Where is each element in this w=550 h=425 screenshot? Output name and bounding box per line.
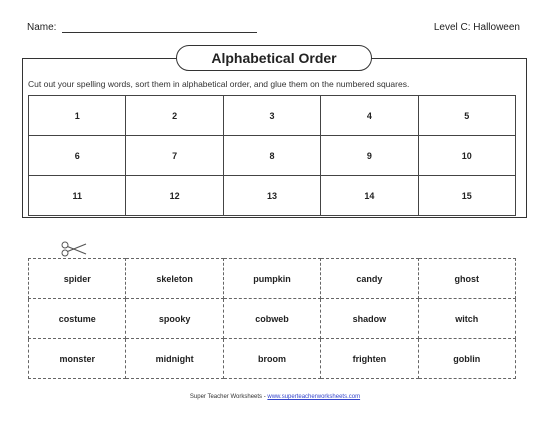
number-square: 12 (126, 176, 223, 216)
table-row (29, 96, 516, 136)
scissors-icon (61, 241, 87, 257)
footer-link[interactable]: www.superteacherworksheets.com (267, 394, 361, 400)
word-card[interactable]: pumpkin (223, 259, 320, 299)
name-label: Name: (27, 22, 57, 33)
word-card[interactable]: candy (321, 259, 418, 299)
number-square: 11 (29, 176, 126, 216)
word-card[interactable]: costume (29, 299, 126, 339)
number-square: 9 (321, 136, 418, 176)
page-title: Alphabetical Order (176, 45, 372, 71)
number-square: 2 (126, 96, 223, 136)
number-square: 1 (29, 96, 126, 136)
word-card[interactable]: frighten (321, 339, 418, 379)
table-row (29, 136, 516, 176)
number-square: 13 (223, 176, 320, 216)
word-card[interactable]: ghost (418, 259, 515, 299)
word-card[interactable]: midnight (126, 339, 223, 379)
number-square: 15 (418, 176, 515, 216)
number-square: 3 (223, 96, 320, 136)
number-square: 4 (321, 96, 418, 136)
word-card[interactable]: cobweb (223, 299, 320, 339)
name-field (27, 22, 257, 33)
footer-text: Super Teacher Worksheets - (189, 394, 268, 400)
word-card[interactable]: monster (29, 339, 126, 379)
word-card[interactable]: goblin (418, 339, 515, 379)
level-label: Level C: Halloween (433, 22, 520, 33)
table-row (29, 299, 516, 339)
number-square: 14 (321, 176, 418, 216)
word-card[interactable]: spooky (126, 299, 223, 339)
number-square: 5 (418, 96, 515, 136)
number-square: 7 (126, 136, 223, 176)
number-square: 10 (418, 136, 515, 176)
numbered-squares-grid (28, 95, 516, 216)
word-cutouts-grid (28, 258, 516, 379)
number-square: 6 (29, 136, 126, 176)
word-card[interactable]: spider (29, 259, 126, 299)
instructions: Cut out your spelling words, sort them in alphabetical order, and glue them on the numbered squares. (28, 79, 410, 89)
word-card[interactable]: skeleton (126, 259, 223, 299)
number-square: 8 (223, 136, 320, 176)
table-row (29, 339, 516, 379)
word-card[interactable]: shadow (321, 299, 418, 339)
footer (0, 394, 550, 400)
word-card[interactable]: witch (418, 299, 515, 339)
table-row (29, 176, 516, 216)
word-card[interactable]: broom (223, 339, 320, 379)
name-line[interactable] (62, 22, 257, 33)
table-row (29, 259, 516, 299)
